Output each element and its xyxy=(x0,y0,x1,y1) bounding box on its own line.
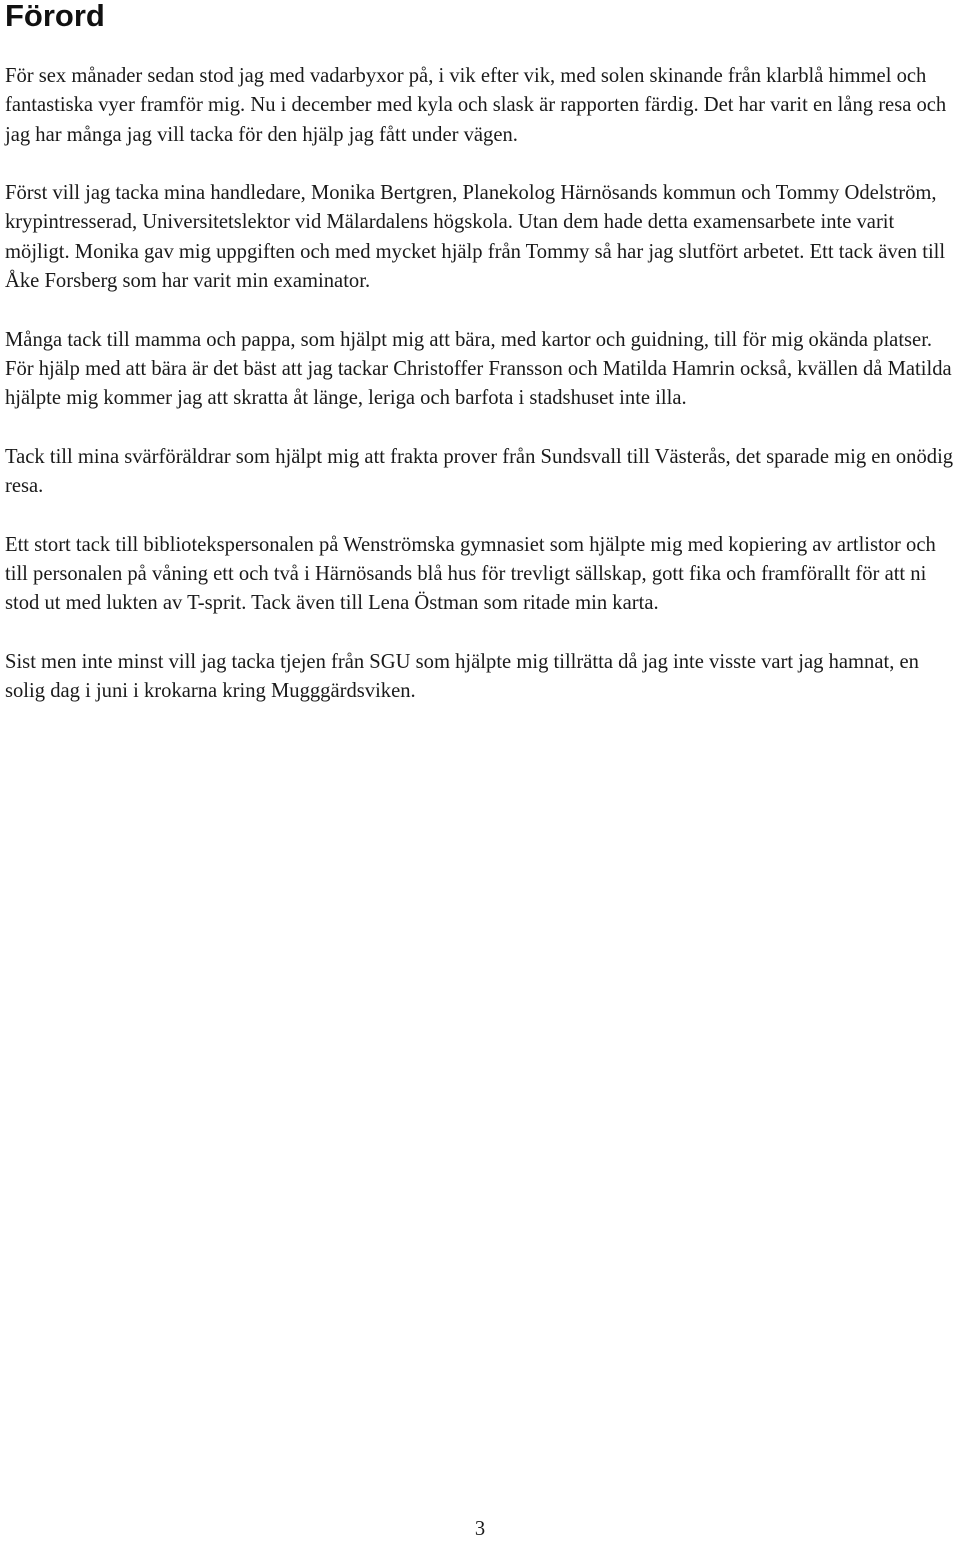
page-number: 3 xyxy=(474,1518,486,1540)
body-text xyxy=(5,62,955,736)
paragraph-sgu: Sist men inte minst vill jag tacka tjejen från SGU som hjälpte mig tillrätta då jag inte visste vart jag hamnat, en solig dag i juni i krokarna kring Mugggärdsviken. xyxy=(5,650,919,703)
paragraph-parents: Många tack till mamma och pappa, som hjälpt mig att bära, med kartor och guidning, till för mig okända platser. För hjälp med att bära är det bäst att jag tackar Christoffer Fransson och Matilda Hamrin också, kvällen då Matilda hjälpte mig kommer jag att skratta åt länge, leriga och barfota i stadshuset inte illa. xyxy=(5,328,952,410)
paragraph-intro: För sex månader sedan stod jag med vadarbyxor på, i vik efter vik, med solen skinande från klarblå himmel och fantastiska vyer framför mig. Nu i december med kyla och slask är rapporten färdig. Det har varit en lång resa och jag har många jag vill tacka för den hjälp jag fått under vägen. xyxy=(5,65,947,146)
paragraph-in-laws: Tack till mina svärföräldrar som hjälpt mig att frakta prover från Sundsvall till Västerås, det sparade mig en onödig resa. xyxy=(5,445,954,498)
paragraph-supervisors: Först vill jag tacka mina handledare, Monika Bertgren, Planekolog Härnösands kommun och Tommy Odelström, krypintresserad, Universitetslektor vid Mälardalens högskola. Utan dem hade detta examensarbete inte varit möjligt. Monika gav mig uppgiften och med mycket hjälp från Tommy så har jag slutfört arbetet. Ett tack även till Åke Forsberg som har varit min examinator. xyxy=(5,182,946,293)
paragraph-library-staff: Ett stort tack till bibliotekspersonalen på Wenströmska gymnasiet som hjälpte mig med kopiering av artlistor och till personalen på våning ett och två i Härnösands blå hus för trevligt sällskap, gott fika och framförallt för att ni stod ut med lukten av T-sprit. Tack även till Lena Östman som ritade min karta. xyxy=(5,533,936,615)
page-title: Förord xyxy=(5,0,105,33)
